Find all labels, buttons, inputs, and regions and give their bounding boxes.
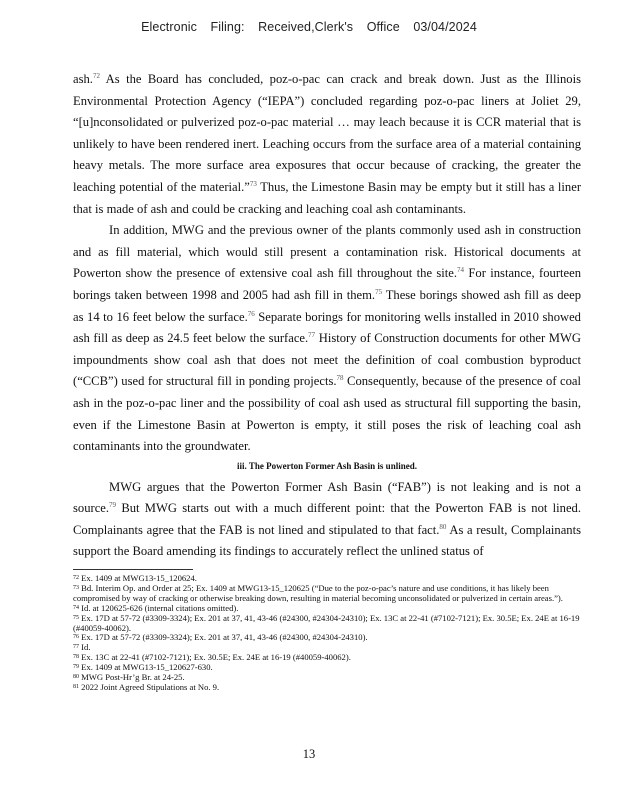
footnote-text: Ex. 1409 at MWG13-15_120624.	[81, 573, 197, 583]
text-run: These borings showed ash fill as deep as 14 to 16 feet below the surface.	[73, 287, 581, 324]
text-run: As a result, Complainants support the Board amending its findings to accurately reflect the unlined status of	[73, 522, 581, 559]
footnote-ref-72: 72	[92, 72, 100, 80]
footnote-number: 76	[73, 634, 79, 641]
footnote-number: 79	[73, 664, 79, 671]
footnote-ref-73: 73	[249, 179, 257, 188]
footnote-number: 74	[73, 604, 79, 611]
footnote-text: Bd. Interim Op. and Order at 25; Ex. 1409 at MWG13-15_120625 (“Due to the poz-o-pac’s nature and use conditions, it has likely been compromised by way of cracking or otherwise breaking down, resulting in material becoming unconsolidated or pulverized in certain areas.”).	[73, 582, 563, 603]
footnote-text: MWG Post-Hr’g Br. at 24-25.	[81, 672, 185, 683]
footnote-text: Id.	[81, 642, 91, 653]
footnote-ref-74: 74	[457, 266, 465, 275]
footnote	[73, 584, 581, 604]
footnote-text: 2022 Joint Agreed Stipulations at No. 9.	[81, 681, 220, 692]
footnote	[73, 614, 581, 634]
footnote-number: 72	[73, 575, 79, 581]
footnote-text: Ex. 17D at 57-72 (#3309-3324); Ex. 201 at 37, 41, 43-46 (#24300, #24304-24310); Ex. 13C at 22-41 (#7102-7121); Ex. 30.5E; Ex. 24E at 16-19 (#40059-40062).	[73, 612, 580, 633]
paragraph-3	[73, 477, 581, 563]
footnote-ref-80: 80	[439, 522, 447, 531]
footnote-separator	[73, 569, 193, 570]
footnote-number: 81	[73, 683, 79, 690]
page-number: 13	[302, 747, 316, 761]
footnote-number: 73	[73, 584, 79, 591]
text-run: Consequently, because of the presence of coal ash in the poz-o-pac liner and the possibility of coal ash used as structural fill supporting the basin, even if the Limestone Basin at Powerton is empty, it still poses the risk of leaching coal ash contaminants into the groundwater.	[73, 374, 582, 454]
footnote-ref-77: 77	[308, 331, 316, 340]
text-run: History of Construction documents for other MWG impoundments show coal ash that does not meet the definition of coal combustion byproduct (“CCB”) used for structural fill in ponding projects.	[73, 331, 581, 389]
footnote	[73, 683, 581, 693]
paragraph-2	[73, 220, 581, 458]
text-run: Thus, the Limestone Basin may be empty but it still has a liner that is made of ash and could be cracking and leaching coal ash contaminants.	[73, 179, 582, 216]
footnote-number: 80	[73, 674, 79, 681]
footnote-ref-79: 79	[109, 501, 117, 510]
text-run: In addition, MWG and the previous owner of the plants commonly used ash in construction and as fill material, which would still present a contamination risk. Historical documents at Powerton show the presence of extensive coal ash fill throughout the site.	[73, 223, 581, 281]
text-run: ash.	[73, 72, 93, 86]
text-run: Separate borings for monitoring wells installed in 2010 showed ash fill as deep as 24.5 feet below the surface.	[73, 309, 581, 346]
document-body	[73, 69, 581, 563]
paragraph-1	[73, 69, 581, 220]
text-run: But MWG starts out with a much different point: that the Powerton FAB is not lined. Complainants agree that the FAB is not lined and stipulated to that fact.	[73, 501, 581, 537]
footnote	[73, 633, 581, 643]
section-heading: iii. The Powerton Former Ash Basin is unlined.	[237, 460, 417, 471]
footnote-text: Ex. 17D at 57-72 (#3309-3324); Ex. 201 at 37, 41, 43-46 (#24300, #24304-24310).	[81, 632, 368, 643]
footnote-number: 78	[73, 654, 79, 661]
footnote-text: Ex. 13C at 22-41 (#7102-7121); Ex. 30.5E; Ex. 24E at 16-19 (#40059-40062).	[81, 652, 351, 663]
text-run: As the Board has concluded, poz-o-pac can crack and break down. Just as the Illinois Environmental Protection Agency (“IEPA”) concluded regarding poz-o-pac liners at Joliet 29, “[u]nconsolidated or pulverized poz-o-pac material … may leach because it is CCR material that is unlikely to have been rendered inert. Leaching occurs from the surface area of a material containing heavy metals. The more surface area exposures that occur because of cracking, the greater the leaching potential of the material.”	[73, 72, 581, 194]
footnote-number: 77	[73, 644, 79, 651]
footnote-ref-76: 76	[247, 309, 255, 318]
footnote-ref-78: 78	[336, 374, 344, 383]
footnote-ref-75: 75	[375, 287, 383, 296]
text-run: For instance, fourteen borings taken between 1998 and 2005 had ash fill in them.	[73, 266, 581, 302]
footnotes	[73, 574, 581, 693]
footnote-text: Id. at 120625-626 (internal citations omitted).	[81, 602, 239, 613]
filing-stamp-header: Electronic Filing: Received,Clerk's Office 03/04/2024	[141, 20, 477, 34]
footnote-number: 75	[73, 614, 79, 621]
text-run: MWG argues that the Powerton Former Ash Basin (“FAB”) is not leaking and is not a source.	[73, 479, 581, 516]
footnote-text: Ex. 1409 at MWG13-15_120627-630.	[81, 662, 213, 673]
